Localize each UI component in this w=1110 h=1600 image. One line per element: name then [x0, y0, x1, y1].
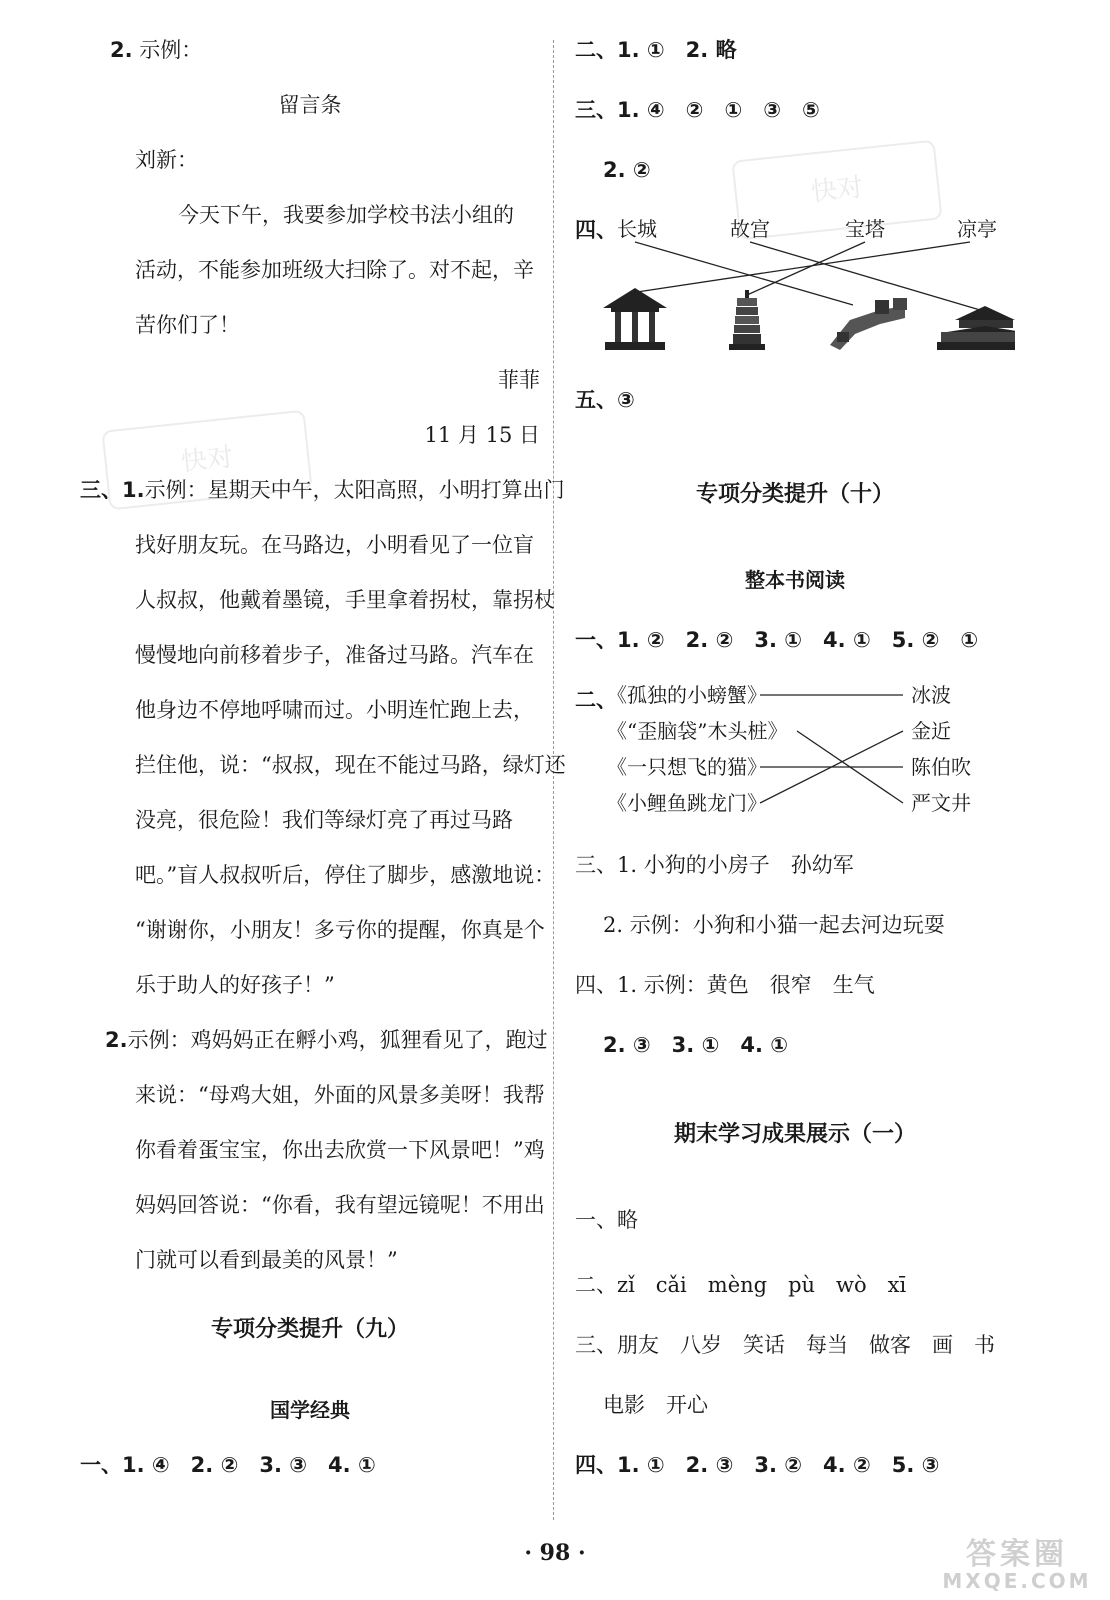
answer-text: 乐于助人的好孩子！”	[135, 973, 335, 997]
match-line	[747, 242, 865, 295]
answer-text: 来说：“母鸡大姐，外面的风景多美呀！我帮	[135, 1083, 545, 1107]
book-title: 《“歪脑袋”木头桩》	[607, 719, 788, 743]
pinyin-answer-line: 二、zǐ cǎi mèng pù wò xī	[575, 1273, 907, 1297]
subsection-title: 整本书阅读	[745, 568, 845, 592]
site-logo	[932, 1537, 1102, 1596]
page-number: · 98 ·	[524, 1540, 586, 1566]
great-wall-icon	[830, 298, 907, 350]
watermark: 快对	[731, 140, 942, 241]
answer-text: 示例：星期天中午，太阳高照，小明打算出门	[144, 478, 565, 502]
watermark: 快对	[101, 410, 312, 511]
logo-text: 答案圈	[966, 1537, 1068, 1572]
answer-line: 电影 开心	[603, 1393, 708, 1417]
book-title: 《一只想飞的猫》	[607, 755, 767, 779]
logo-domain: MXQE.COM	[942, 1569, 1092, 1593]
answer-line: 2. ②	[603, 158, 651, 182]
right-column	[575, 0, 1015, 1540]
pagoda-icon	[729, 290, 765, 350]
word-great-wall: 长城	[617, 217, 657, 241]
book-author: 冰波	[911, 683, 951, 707]
answer-text: 慢慢地向前移着步子，准备过马路。汽车在	[135, 643, 534, 667]
answer-line	[80, 475, 565, 505]
match-line	[750, 242, 980, 310]
answer-line	[110, 35, 202, 65]
note-body-line: 活动，不能参加班级大扫除了。对不起，辛	[135, 258, 534, 282]
book-author: 金近	[911, 719, 951, 743]
answer-line: 2. ③ 3. ① 4. ①	[603, 1033, 789, 1057]
book-author: 严文井	[911, 791, 971, 815]
word-forbidden-city: 故宫	[730, 217, 770, 241]
pavilion-icon	[603, 288, 667, 350]
note-salutation: 刘新：	[135, 148, 198, 172]
item-number: 2.	[110, 38, 133, 62]
item-number: 四、	[575, 218, 617, 242]
note-title: 留言条	[278, 93, 342, 117]
answer-text: 找好朋友玩。在马路边，小明看见了一位盲	[135, 533, 534, 557]
answer-line: 三、朋友 八岁 笑话 每当 做客 画 书	[575, 1333, 995, 1357]
answer-text: 拦住他，说：“叔叔，现在不能过马路，绿灯还	[135, 753, 566, 777]
book-title: 《小鲤鱼跳龙门》	[607, 791, 767, 815]
item-number: 三、1.	[80, 478, 145, 502]
answer-line	[105, 1025, 548, 1055]
left-column	[80, 0, 566, 1540]
answer-line: 五、③	[575, 388, 635, 412]
section-title: 专项分类提升（九）	[210, 1317, 409, 1342]
answer-line: 一、1. ④ 2. ② 3. ③ 4. ①	[80, 1453, 376, 1477]
answer-line: 三、1. 小狗的小房子 孙幼军	[575, 853, 854, 877]
subsection-title: 国学经典	[270, 1398, 350, 1422]
book-author-matching-diagram	[575, 680, 1015, 830]
word-pagoda: 宝塔	[845, 217, 885, 241]
answer-text: 示例：鸡妈妈正在孵小鸡，狐狸看见了，跑过	[127, 1028, 548, 1052]
answer-text: 没亮，很危险！我们等绿灯亮了再过马路	[135, 808, 513, 832]
answer-text: “谢谢你，小朋友！多亏你的提醒，你真是个	[135, 918, 545, 942]
section-title: 专项分类提升（十）	[695, 482, 894, 507]
answer-text: 吧。”盲人叔叔听后，停住了脚步，感激地说：	[135, 863, 556, 887]
answer-text: 他身边不停地呼啸而过。小明连忙跑上去，	[135, 698, 534, 722]
answer-text: 妈妈回答说：“你看，我有望远镜呢！不用出	[135, 1193, 545, 1217]
book-title: 《孤独的小螃蟹》	[607, 683, 767, 707]
word-pavilion: 凉亭	[957, 217, 997, 241]
note-signature: 菲菲	[498, 368, 540, 392]
answer-text: 门就可以看到最美的风景！”	[135, 1248, 398, 1272]
note-date: 11 月 15 日	[424, 423, 540, 447]
match-line	[637, 242, 970, 292]
answer-line: 2. 示例：小狗和小猫一起去河边玩耍	[603, 913, 945, 937]
landmark-matching-diagram	[575, 210, 1015, 360]
section-title: 期末学习成果展示（一）	[673, 1122, 916, 1147]
item-number: 2.	[105, 1028, 128, 1052]
column-divider	[553, 40, 554, 1520]
note-body-line: 苦你们了！	[135, 313, 240, 337]
book-author: 陈伯吹	[911, 755, 971, 779]
answer-line: 一、略	[575, 1208, 638, 1232]
answer-text: 你看着蛋宝宝，你出去欣赏一下风景吧！”鸡	[135, 1138, 545, 1162]
answer-line: 一、1. ② 2. ② 3. ① 4. ① 5. ② ①	[575, 628, 979, 652]
answer-line: 四、1. ① 2. ③ 3. ② 4. ② 5. ③	[575, 1453, 940, 1477]
item-number: 二、	[575, 688, 617, 712]
answer-line: 二、1. ① 2. 略	[575, 38, 737, 62]
answer-text: 示例：	[139, 38, 203, 62]
forbidden-city-icon	[937, 306, 1015, 350]
note-body-line: 今天下午，我要参加学校书法小组的	[178, 203, 514, 227]
match-line	[635, 242, 853, 305]
answer-line: 四、1. 示例：黄色 很窄 生气	[575, 973, 875, 997]
answer-text: 人叔叔，他戴着墨镜，手里拿着拐杖，靠拐杖	[135, 588, 555, 612]
answer-line: 三、1. ④ ② ① ③ ⑤	[575, 98, 820, 122]
